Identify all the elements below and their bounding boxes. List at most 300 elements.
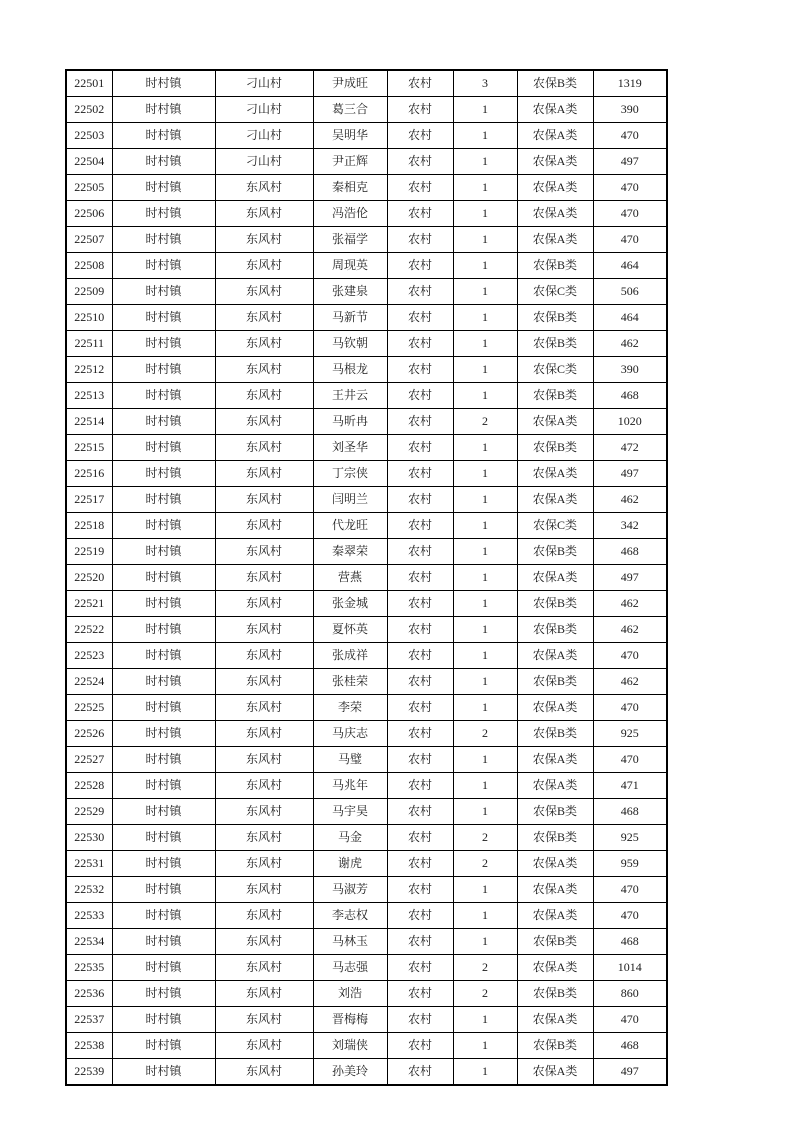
table-row: [66, 773, 667, 799]
cell-person: 马根龙: [313, 357, 387, 383]
cell-village: 东风村: [215, 565, 313, 591]
cell-residence: 农村: [387, 799, 453, 825]
cell-insurance_category: 农保B类: [517, 331, 593, 357]
cell-people_count: 1: [453, 435, 517, 461]
cell-residence: 农村: [387, 1007, 453, 1033]
cell-insurance_category: 农保A类: [517, 1007, 593, 1033]
cell-people_count: 1: [453, 1007, 517, 1033]
cell-person: 马兆年: [313, 773, 387, 799]
cell-id: 22513: [66, 383, 112, 409]
cell-residence: 农村: [387, 123, 453, 149]
table-row: [66, 721, 667, 747]
table-row: [66, 175, 667, 201]
cell-person: 谢虎: [313, 851, 387, 877]
cell-insurance_category: 农保B类: [517, 929, 593, 955]
cell-person: 秦相克: [313, 175, 387, 201]
cell-residence: 农村: [387, 669, 453, 695]
cell-id: 22507: [66, 227, 112, 253]
cell-person: 刘圣华: [313, 435, 387, 461]
cell-village: 东风村: [215, 773, 313, 799]
cell-amount: 470: [593, 903, 667, 929]
cell-town: 时村镇: [112, 175, 215, 201]
cell-village: 东风村: [215, 201, 313, 227]
cell-amount: 470: [593, 227, 667, 253]
cell-person: 李荣: [313, 695, 387, 721]
cell-insurance_category: 农保B类: [517, 383, 593, 409]
table-row: [66, 513, 667, 539]
cell-people_count: 1: [453, 695, 517, 721]
cell-amount: 470: [593, 175, 667, 201]
cell-residence: 农村: [387, 383, 453, 409]
cell-id: 22515: [66, 435, 112, 461]
cell-town: 时村镇: [112, 305, 215, 331]
cell-id: 22516: [66, 461, 112, 487]
cell-person: 营燕: [313, 565, 387, 591]
cell-insurance_category: 农保A类: [517, 747, 593, 773]
cell-village: 东风村: [215, 721, 313, 747]
cell-insurance_category: 农保B类: [517, 617, 593, 643]
cell-person: 吴明华: [313, 123, 387, 149]
cell-person: 李志权: [313, 903, 387, 929]
cell-village: 东风村: [215, 461, 313, 487]
cell-id: 22517: [66, 487, 112, 513]
table-row: [66, 825, 667, 851]
cell-residence: 农村: [387, 617, 453, 643]
cell-town: 时村镇: [112, 513, 215, 539]
table-row: [66, 747, 667, 773]
cell-village: 东风村: [215, 305, 313, 331]
cell-person: 张建泉: [313, 279, 387, 305]
cell-residence: 农村: [387, 175, 453, 201]
cell-people_count: 1: [453, 279, 517, 305]
cell-person: 刘浩: [313, 981, 387, 1007]
cell-town: 时村镇: [112, 617, 215, 643]
cell-insurance_category: 农保B类: [517, 70, 593, 97]
cell-insurance_category: 农保C类: [517, 513, 593, 539]
cell-amount: 1020: [593, 409, 667, 435]
cell-person: 晋梅梅: [313, 1007, 387, 1033]
cell-village: 东风村: [215, 799, 313, 825]
cell-village: 东风村: [215, 383, 313, 409]
cell-insurance_category: 农保B类: [517, 591, 593, 617]
cell-insurance_category: 农保B类: [517, 669, 593, 695]
cell-amount: 462: [593, 617, 667, 643]
cell-amount: 390: [593, 357, 667, 383]
cell-people_count: 1: [453, 149, 517, 175]
cell-people_count: 2: [453, 851, 517, 877]
cell-town: 时村镇: [112, 981, 215, 1007]
table-row: [66, 539, 667, 565]
table-row: [66, 643, 667, 669]
cell-id: 22503: [66, 123, 112, 149]
cell-village: 东风村: [215, 539, 313, 565]
table-row: [66, 1033, 667, 1059]
cell-amount: 390: [593, 97, 667, 123]
cell-town: 时村镇: [112, 851, 215, 877]
cell-insurance_category: 农保B类: [517, 1033, 593, 1059]
cell-id: 22523: [66, 643, 112, 669]
cell-id: 22532: [66, 877, 112, 903]
cell-people_count: 1: [453, 643, 517, 669]
cell-insurance_category: 农保A类: [517, 877, 593, 903]
cell-insurance_category: 农保B类: [517, 799, 593, 825]
cell-amount: 497: [593, 461, 667, 487]
cell-person: 张福学: [313, 227, 387, 253]
cell-id: 22535: [66, 955, 112, 981]
cell-insurance_category: 农保A类: [517, 201, 593, 227]
cell-town: 时村镇: [112, 201, 215, 227]
cell-insurance_category: 农保B类: [517, 253, 593, 279]
cell-id: 22518: [66, 513, 112, 539]
cell-people_count: 2: [453, 721, 517, 747]
cell-person: 张成祥: [313, 643, 387, 669]
cell-person: 马宇昊: [313, 799, 387, 825]
cell-village: 东风村: [215, 903, 313, 929]
cell-person: 孙美玲: [313, 1059, 387, 1086]
cell-people_count: 1: [453, 305, 517, 331]
cell-town: 时村镇: [112, 903, 215, 929]
cell-town: 时村镇: [112, 591, 215, 617]
cell-person: 冯浩伦: [313, 201, 387, 227]
cell-person: 夏怀英: [313, 617, 387, 643]
cell-id: 22509: [66, 279, 112, 305]
cell-residence: 农村: [387, 981, 453, 1007]
cell-amount: 497: [593, 1059, 667, 1086]
cell-insurance_category: 农保B类: [517, 305, 593, 331]
cell-person: 尹正辉: [313, 149, 387, 175]
cell-person: 马淑芳: [313, 877, 387, 903]
cell-village: 东风村: [215, 877, 313, 903]
cell-village: 东风村: [215, 747, 313, 773]
cell-people_count: 1: [453, 877, 517, 903]
table-row: [66, 123, 667, 149]
cell-residence: 农村: [387, 201, 453, 227]
cell-id: 22537: [66, 1007, 112, 1033]
cell-town: 时村镇: [112, 747, 215, 773]
cell-amount: 1319: [593, 70, 667, 97]
cell-people_count: 1: [453, 201, 517, 227]
cell-person: 马志强: [313, 955, 387, 981]
cell-residence: 农村: [387, 747, 453, 773]
cell-residence: 农村: [387, 409, 453, 435]
cell-residence: 农村: [387, 253, 453, 279]
cell-residence: 农村: [387, 513, 453, 539]
cell-residence: 农村: [387, 903, 453, 929]
cell-person: 马新节: [313, 305, 387, 331]
cell-residence: 农村: [387, 695, 453, 721]
cell-amount: 468: [593, 383, 667, 409]
cell-people_count: 1: [453, 227, 517, 253]
cell-amount: 470: [593, 643, 667, 669]
cell-village: 东风村: [215, 487, 313, 513]
table-row: [66, 799, 667, 825]
cell-insurance_category: 农保A类: [517, 409, 593, 435]
cell-amount: 472: [593, 435, 667, 461]
cell-insurance_category: 农保A类: [517, 955, 593, 981]
table-row: [66, 409, 667, 435]
cell-people_count: 1: [453, 773, 517, 799]
cell-residence: 农村: [387, 955, 453, 981]
cell-id: 22508: [66, 253, 112, 279]
cell-people_count: 3: [453, 70, 517, 97]
cell-insurance_category: 农保A类: [517, 227, 593, 253]
cell-people_count: 1: [453, 903, 517, 929]
cell-id: 22528: [66, 773, 112, 799]
cell-village: 东风村: [215, 929, 313, 955]
cell-amount: 462: [593, 669, 667, 695]
cell-village: 东风村: [215, 331, 313, 357]
cell-id: 22504: [66, 149, 112, 175]
cell-village: 刁山村: [215, 97, 313, 123]
cell-people_count: 1: [453, 383, 517, 409]
cell-amount: 471: [593, 773, 667, 799]
cell-insurance_category: 农保A类: [517, 149, 593, 175]
cell-insurance_category: 农保A类: [517, 565, 593, 591]
table-row: [66, 617, 667, 643]
cell-id: 22534: [66, 929, 112, 955]
cell-people_count: 2: [453, 955, 517, 981]
cell-residence: 农村: [387, 877, 453, 903]
cell-town: 时村镇: [112, 97, 215, 123]
cell-id: 22505: [66, 175, 112, 201]
cell-id: 22522: [66, 617, 112, 643]
cell-insurance_category: 农保B类: [517, 825, 593, 851]
cell-town: 时村镇: [112, 539, 215, 565]
cell-residence: 农村: [387, 643, 453, 669]
table-row: [66, 383, 667, 409]
cell-village: 东风村: [215, 591, 313, 617]
cell-residence: 农村: [387, 1059, 453, 1086]
cell-residence: 农村: [387, 1033, 453, 1059]
cell-people_count: 1: [453, 175, 517, 201]
cell-village: 东风村: [215, 669, 313, 695]
cell-id: 22527: [66, 747, 112, 773]
cell-village: 东风村: [215, 279, 313, 305]
cell-amount: 470: [593, 747, 667, 773]
cell-people_count: 1: [453, 123, 517, 149]
table-row: [66, 331, 667, 357]
cell-amount: 342: [593, 513, 667, 539]
cell-residence: 农村: [387, 591, 453, 617]
cell-people_count: 1: [453, 539, 517, 565]
cell-people_count: 1: [453, 1059, 517, 1086]
cell-residence: 农村: [387, 487, 453, 513]
cell-id: 22519: [66, 539, 112, 565]
table-row: [66, 565, 667, 591]
table-row: [66, 461, 667, 487]
cell-residence: 农村: [387, 721, 453, 747]
cell-id: 22531: [66, 851, 112, 877]
cell-town: 时村镇: [112, 331, 215, 357]
table-row: [66, 955, 667, 981]
cell-village: 东风村: [215, 357, 313, 383]
cell-person: 秦翠荣: [313, 539, 387, 565]
cell-amount: 1014: [593, 955, 667, 981]
cell-town: 时村镇: [112, 721, 215, 747]
cell-residence: 农村: [387, 149, 453, 175]
cell-id: 22525: [66, 695, 112, 721]
cell-village: 东风村: [215, 981, 313, 1007]
cell-town: 时村镇: [112, 279, 215, 305]
cell-insurance_category: 农保A类: [517, 97, 593, 123]
cell-people_count: 1: [453, 97, 517, 123]
cell-amount: 462: [593, 487, 667, 513]
cell-village: 东风村: [215, 513, 313, 539]
cell-town: 时村镇: [112, 955, 215, 981]
cell-person: 代龙旺: [313, 513, 387, 539]
cell-id: 22506: [66, 201, 112, 227]
cell-town: 时村镇: [112, 1033, 215, 1059]
cell-insurance_category: 农保A类: [517, 695, 593, 721]
cell-amount: 959: [593, 851, 667, 877]
cell-village: 东风村: [215, 253, 313, 279]
cell-person: 尹成旺: [313, 70, 387, 97]
cell-town: 时村镇: [112, 227, 215, 253]
cell-town: 时村镇: [112, 773, 215, 799]
cell-amount: 497: [593, 149, 667, 175]
table-row: [66, 70, 667, 97]
cell-amount: 925: [593, 825, 667, 851]
cell-town: 时村镇: [112, 669, 215, 695]
cell-town: 时村镇: [112, 799, 215, 825]
cell-id: 22530: [66, 825, 112, 851]
cell-insurance_category: 农保C类: [517, 279, 593, 305]
cell-village: 东风村: [215, 955, 313, 981]
cell-insurance_category: 农保A类: [517, 773, 593, 799]
cell-residence: 农村: [387, 565, 453, 591]
cell-people_count: 2: [453, 981, 517, 1007]
cell-id: 22539: [66, 1059, 112, 1086]
cell-insurance_category: 农保B类: [517, 981, 593, 1007]
cell-amount: 470: [593, 201, 667, 227]
cell-amount: 860: [593, 981, 667, 1007]
cell-amount: 470: [593, 123, 667, 149]
cell-amount: 462: [593, 591, 667, 617]
table-row: [66, 1007, 667, 1033]
cell-village: 刁山村: [215, 149, 313, 175]
cell-person: 马璧: [313, 747, 387, 773]
table-row: [66, 695, 667, 721]
cell-person: 张桂荣: [313, 669, 387, 695]
cell-people_count: 1: [453, 331, 517, 357]
cell-town: 时村镇: [112, 695, 215, 721]
cell-residence: 农村: [387, 305, 453, 331]
cell-id: 22524: [66, 669, 112, 695]
cell-village: 东风村: [215, 435, 313, 461]
cell-amount: 462: [593, 331, 667, 357]
cell-id: 22512: [66, 357, 112, 383]
table-row: [66, 877, 667, 903]
cell-people_count: 1: [453, 253, 517, 279]
cell-amount: 925: [593, 721, 667, 747]
cell-amount: 506: [593, 279, 667, 305]
cell-village: 东风村: [215, 409, 313, 435]
cell-person: 张金城: [313, 591, 387, 617]
table-row: [66, 253, 667, 279]
cell-village: 东风村: [215, 643, 313, 669]
cell-town: 时村镇: [112, 487, 215, 513]
cell-village: 东风村: [215, 695, 313, 721]
cell-town: 时村镇: [112, 409, 215, 435]
cell-id: 22511: [66, 331, 112, 357]
cell-id: 22538: [66, 1033, 112, 1059]
cell-insurance_category: 农保B类: [517, 539, 593, 565]
cell-person: 周现英: [313, 253, 387, 279]
cell-town: 时村镇: [112, 1007, 215, 1033]
table-row: [66, 279, 667, 305]
cell-residence: 农村: [387, 929, 453, 955]
cell-id: 22510: [66, 305, 112, 331]
cell-insurance_category: 农保A类: [517, 643, 593, 669]
cell-person: 马庆志: [313, 721, 387, 747]
table-row: [66, 981, 667, 1007]
cell-town: 时村镇: [112, 383, 215, 409]
cell-insurance_category: 农保A类: [517, 851, 593, 877]
table-row: [66, 929, 667, 955]
cell-people_count: 1: [453, 617, 517, 643]
cell-insurance_category: 农保A类: [517, 903, 593, 929]
cell-people_count: 1: [453, 799, 517, 825]
cell-village: 刁山村: [215, 123, 313, 149]
table-row: [66, 97, 667, 123]
cell-amount: 470: [593, 695, 667, 721]
table-row: [66, 201, 667, 227]
cell-people_count: 2: [453, 409, 517, 435]
cell-id: 22514: [66, 409, 112, 435]
cell-person: 马昕冉: [313, 409, 387, 435]
cell-town: 时村镇: [112, 357, 215, 383]
cell-id: 22526: [66, 721, 112, 747]
cell-amount: 468: [593, 929, 667, 955]
cell-people_count: 1: [453, 565, 517, 591]
cell-town: 时村镇: [112, 435, 215, 461]
table-row: [66, 591, 667, 617]
cell-id: 22536: [66, 981, 112, 1007]
cell-amount: 468: [593, 799, 667, 825]
cell-amount: 470: [593, 877, 667, 903]
cell-person: 马林玉: [313, 929, 387, 955]
cell-amount: 470: [593, 1007, 667, 1033]
cell-village: 东风村: [215, 617, 313, 643]
cell-residence: 农村: [387, 227, 453, 253]
cell-town: 时村镇: [112, 149, 215, 175]
table-row: [66, 851, 667, 877]
cell-town: 时村镇: [112, 565, 215, 591]
cell-village: 东风村: [215, 1033, 313, 1059]
cell-people_count: 2: [453, 825, 517, 851]
cell-residence: 农村: [387, 97, 453, 123]
cell-id: 22501: [66, 70, 112, 97]
table-row: [66, 435, 667, 461]
cell-village: 东风村: [215, 851, 313, 877]
cell-people_count: 1: [453, 591, 517, 617]
table-row: [66, 1059, 667, 1086]
cell-amount: 497: [593, 565, 667, 591]
cell-person: 闫明兰: [313, 487, 387, 513]
cell-insurance_category: 农保A类: [517, 1059, 593, 1086]
cell-person: 王井云: [313, 383, 387, 409]
cell-amount: 464: [593, 305, 667, 331]
cell-town: 时村镇: [112, 123, 215, 149]
cell-village: 东风村: [215, 227, 313, 253]
cell-town: 时村镇: [112, 253, 215, 279]
table-row: [66, 357, 667, 383]
cell-id: 22521: [66, 591, 112, 617]
cell-town: 时村镇: [112, 825, 215, 851]
cell-person: 葛三合: [313, 97, 387, 123]
cell-insurance_category: 农保B类: [517, 435, 593, 461]
cell-id: 22529: [66, 799, 112, 825]
